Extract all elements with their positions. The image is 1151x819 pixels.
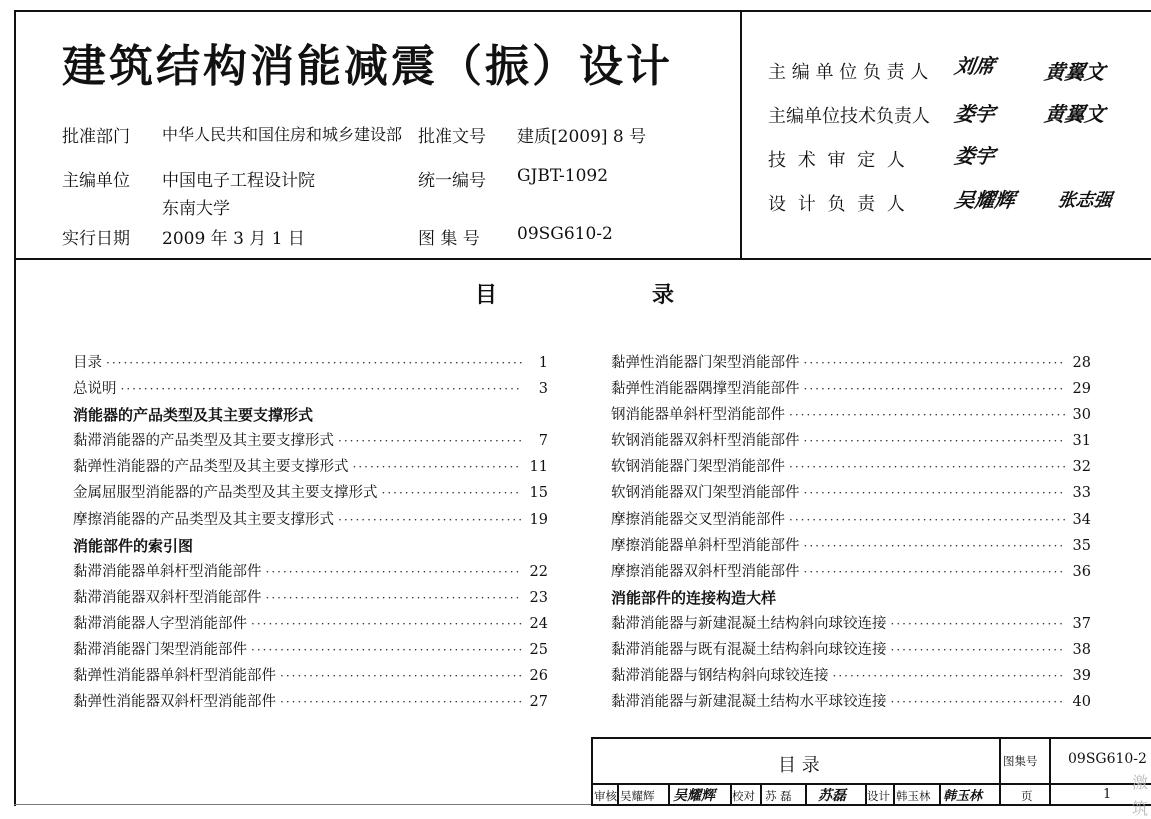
toc-page-number: 19 — [529, 511, 548, 528]
toc-page-number: 11 — [529, 459, 548, 476]
toc-leader-dots — [891, 637, 1066, 663]
toc-leader-dots — [891, 689, 1066, 715]
toc-leader-dots — [833, 663, 1066, 689]
toc-page-number: 28 — [1072, 355, 1091, 371]
toc-entry-title: 黏弹性消能器隅撑型消能部件 — [611, 381, 800, 398]
toc-leader-dots — [266, 585, 523, 611]
toc-entry[interactable] — [611, 559, 1091, 585]
toc-leader-dots — [338, 428, 522, 454]
toc-page-number: 24 — [529, 615, 548, 632]
toc-entry[interactable] — [611, 611, 1091, 637]
toc-entry-title: 黏滞消能器与既有混凝土结构斜向球铰连接 — [611, 642, 887, 659]
toc-entry-title: 软钢消能器双门架型消能部件 — [611, 485, 800, 502]
toc-leader-dots — [804, 559, 1066, 585]
title-block-vline — [1049, 739, 1051, 804]
toc-page-number: 23 — [529, 589, 548, 606]
title-block — [591, 737, 1151, 806]
toc-leader-dots — [266, 559, 523, 585]
toc-leader-dots — [804, 533, 1066, 559]
toc-entry[interactable] — [611, 402, 1091, 428]
toc-entry[interactable] — [611, 507, 1091, 533]
toc-page-number: 7 — [538, 433, 548, 450]
page-number: 1 — [1103, 787, 1112, 802]
toc-entry-title: 黏滞消能器与新建混凝土结构水平球铰连接 — [611, 694, 887, 711]
signature-tech-1: 娄宇 — [953, 102, 997, 126]
check-name: 苏 磊 — [765, 789, 792, 803]
approval-no-label: 批准文号 — [418, 127, 486, 147]
toc-entry-title: 消能部件的索引图 — [73, 536, 194, 555]
toc-entry-title: 金属屈服型消能器的产品类型及其主要支撑形式 — [73, 485, 378, 502]
signature-chief-2: 黄翼文 — [1043, 60, 1107, 84]
toc-entry[interactable] — [611, 637, 1091, 663]
title-block-vline — [999, 739, 1001, 804]
toc-entry[interactable] — [611, 428, 1091, 454]
toc-page-number: 37 — [1072, 615, 1091, 632]
toc-entry-title: 摩擦消能器单斜杆型消能部件 — [611, 537, 800, 554]
sig-label-review: 技 术 审 定 人 — [768, 150, 905, 171]
atlas-no-label: 图 集 号 — [418, 229, 480, 249]
check-label: 校对 — [732, 789, 755, 803]
toc-entry-title: 摩擦消能器的产品类型及其主要支撑形式 — [73, 511, 334, 528]
toc-entry[interactable] — [611, 376, 1091, 402]
watermark-char-1: 激 — [1132, 773, 1149, 792]
atlas-label: 图集号 — [1003, 754, 1038, 768]
toc-entry[interactable] — [73, 350, 548, 376]
sig-label-tech: 主编单位技术负责人 — [768, 106, 930, 127]
toc-page-number: 1 — [538, 355, 548, 371]
toc-page-number: 32 — [1072, 459, 1091, 476]
approval-dept-value: 中华人民共和国住房和城乡建设部 — [162, 125, 403, 144]
toc-leader-dots — [353, 454, 523, 480]
toc-leader-dots — [804, 428, 1066, 454]
toc-page-number: 30 — [1072, 407, 1091, 424]
atlas-number: 09SG610-2 — [1068, 751, 1147, 767]
toc-entry-title: 消能部件的连接构造大样 — [611, 588, 777, 607]
toc-entry-title: 黏弹性消能器的产品类型及其主要支撑形式 — [73, 459, 349, 476]
toc-entry-title: 摩擦消能器交叉型消能部件 — [611, 511, 785, 528]
toc-section-heading — [73, 402, 548, 428]
toc-entry[interactable] — [611, 689, 1091, 715]
review-name: 吴耀辉 — [620, 789, 655, 803]
editor-label: 主编单位 — [62, 171, 130, 191]
toc-entry-title: 软钢消能器门架型消能部件 — [611, 459, 785, 476]
title-block-vline — [617, 783, 619, 806]
check-signature: 苏磊 — [818, 788, 846, 804]
title-block-vline — [939, 783, 941, 806]
toc-leader-dots — [251, 637, 522, 663]
toc-entry-title: 摩擦消能器双斜杆型消能部件 — [611, 563, 800, 580]
title-block-vline — [893, 783, 895, 806]
toc-entry[interactable] — [73, 480, 548, 506]
title-block-name: 目 录 — [778, 755, 820, 776]
toc-page-number: 27 — [529, 694, 548, 711]
title-block-vline — [805, 783, 807, 806]
toc-entry-title: 目录 — [73, 355, 102, 371]
toc-leader-dots — [382, 480, 523, 506]
signature-design-1: 吴耀辉 — [953, 188, 1017, 212]
toc-entry-title: 黏弹性消能器门架型消能部件 — [611, 355, 800, 371]
toc-leader-dots — [280, 663, 522, 689]
toc-page-number: 39 — [1072, 668, 1091, 685]
design-name: 韩玉林 — [896, 789, 931, 803]
left-border — [14, 260, 16, 806]
toc-entry-title: 黏弹性消能器单斜杆型消能部件 — [73, 668, 276, 685]
toc-entry[interactable] — [73, 611, 548, 637]
toc-title-left: 目 — [475, 283, 498, 308]
toc-section-heading — [611, 585, 1091, 611]
page-label: 页 — [1021, 789, 1033, 803]
title-block-vline — [668, 783, 670, 806]
signature-design-2: 张志强 — [1056, 190, 1114, 211]
toc-right-column — [611, 350, 1091, 715]
toc-entry[interactable] — [73, 559, 548, 585]
toc-entry-title: 软钢消能器双斜杆型消能部件 — [611, 433, 800, 450]
toc-entry-title: 黏滞消能器双斜杆型消能部件 — [73, 589, 262, 606]
toc-entry-title: 消能器的产品类型及其主要支撑形式 — [73, 406, 314, 425]
title-block-vline — [760, 783, 762, 806]
toc-leader-dots — [280, 689, 522, 715]
toc-leader-dots — [106, 350, 522, 376]
toc-entry[interactable] — [73, 428, 548, 454]
toc-leader-dots — [804, 350, 1066, 376]
editor-value-2: 东南大学 — [162, 199, 230, 219]
sig-label-chief: 主 编 单 位 负 责 人 — [768, 62, 929, 83]
toc-title-right: 录 — [652, 283, 675, 308]
toc-entry[interactable] — [611, 350, 1091, 376]
toc-section-heading — [73, 533, 548, 559]
effective-date-label: 实行日期 — [62, 229, 130, 249]
signature-review-1: 娄宇 — [953, 144, 997, 168]
review-signature: 吴耀辉 — [673, 788, 715, 804]
toc-entry-title: 黏滞消能器与新建混凝土结构斜向球铰连接 — [611, 615, 887, 632]
toc-entry[interactable] — [73, 663, 548, 689]
signature-tech-2: 黄翼文 — [1043, 102, 1107, 126]
toc-leader-dots — [121, 376, 523, 402]
toc-entry[interactable] — [73, 376, 548, 402]
signature-chief-1: 刘席 — [953, 54, 997, 78]
toc-entry-title: 黏滞消能器与钢结构斜向球铰连接 — [611, 668, 829, 685]
toc-leader-dots — [251, 611, 522, 637]
toc-entry-title: 黏滞消能器门架型消能部件 — [73, 642, 247, 659]
bottom-border — [14, 804, 594, 805]
toc-page-number: 29 — [1072, 381, 1091, 398]
toc-left-column — [73, 350, 548, 715]
toc-entry-title: 总说明 — [73, 381, 117, 398]
header-divider — [740, 10, 742, 260]
toc-page-number: 31 — [1072, 433, 1091, 450]
toc-leader-dots — [804, 480, 1066, 506]
toc-entry-title: 黏滞消能器人字型消能部件 — [73, 615, 247, 632]
editor-value-1: 中国电子工程设计院 — [162, 171, 315, 191]
toc-leader-dots — [338, 507, 522, 533]
toc-leader-dots — [891, 611, 1066, 637]
toc-page-number: 22 — [529, 563, 548, 580]
toc-entry-title: 黏滞消能器的产品类型及其主要支撑形式 — [73, 433, 334, 450]
design-label: 设计 — [867, 789, 890, 803]
toc-entry[interactable] — [611, 533, 1091, 559]
approval-no-value: 建质[2009] 8 号 — [517, 127, 647, 147]
toc-page-number: 26 — [529, 668, 548, 685]
toc-page-number: 34 — [1072, 511, 1091, 528]
toc-page-number: 25 — [529, 642, 548, 659]
atlas-no-value: 09SG610-2 — [517, 224, 613, 244]
toc-entry-title: 黏滞消能器单斜杆型消能部件 — [73, 563, 262, 580]
toc-leader-dots — [789, 454, 1065, 480]
toc-page-number: 38 — [1072, 642, 1091, 659]
toc-entry[interactable] — [611, 480, 1091, 506]
toc-entry[interactable] — [611, 454, 1091, 480]
unified-no-value: GJBT-1092 — [517, 166, 609, 186]
unified-no-label: 统一编号 — [418, 171, 486, 191]
toc-leader-dots — [789, 507, 1065, 533]
toc-entry[interactable] — [73, 454, 548, 480]
toc-page-number: 33 — [1072, 485, 1091, 502]
watermark-char-2: 筑 — [1132, 799, 1149, 818]
toc-entry[interactable] — [73, 689, 548, 715]
review-label: 审核 — [594, 789, 617, 803]
toc-entry-title: 钢消能器单斜杆型消能部件 — [611, 407, 785, 424]
toc-entry-title: 黏弹性消能器双斜杆型消能部件 — [73, 694, 276, 711]
toc-leader-dots — [789, 402, 1065, 428]
design-signature: 韩玉林 — [943, 789, 983, 804]
toc-entry[interactable] — [73, 585, 548, 611]
toc-page-number: 35 — [1072, 537, 1091, 554]
toc-entry[interactable] — [73, 507, 548, 533]
toc-page-number: 15 — [529, 485, 548, 502]
toc-entry[interactable] — [73, 637, 548, 663]
sig-label-design: 设 计 负 责 人 — [768, 194, 905, 215]
toc-page-number: 36 — [1072, 563, 1091, 580]
toc-page-number: 3 — [538, 381, 548, 398]
approval-dept-label: 批准部门 — [62, 127, 130, 147]
toc-page-number: 40 — [1072, 694, 1091, 711]
document-title: 建筑结构消能减震（振）设计 — [62, 41, 673, 92]
toc-entry[interactable] — [611, 663, 1091, 689]
effective-date-value: 2009 年 3 月 1 日 — [162, 229, 305, 249]
toc-leader-dots — [804, 376, 1066, 402]
